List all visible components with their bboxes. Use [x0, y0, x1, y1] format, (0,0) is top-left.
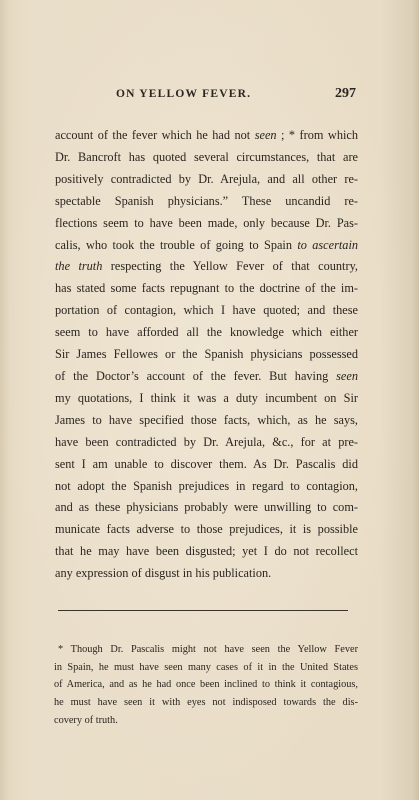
- text-line: Dr. Bancroft has quoted several circumstances, that are: [55, 149, 358, 164]
- page-number: 297: [335, 86, 356, 101]
- text-line: spectable Spanish physicians.” These uncandid re-: [55, 193, 358, 208]
- text-line: account of the fever which he had not seen ; * from which: [55, 128, 358, 142]
- running-head: ON YELLOW FEVER.: [116, 88, 252, 100]
- text-line: James to have specified those facts, which, as he says,: [55, 412, 358, 427]
- text-line: my quotations, I think it was a duty incumbent on Sir: [55, 390, 358, 405]
- text-line: has stated some facts repugnant to the doctrine of the im-: [55, 281, 358, 296]
- text-line: have been contradicted by Dr. Arejula, &c., for at pre-: [55, 434, 358, 449]
- footnote-line: * Though Dr. Pascalis might not have seen the Yellow Fever: [58, 644, 358, 655]
- text-line: calis, who took the trouble of going to Spain to ascertain: [55, 237, 359, 252]
- footnote-line: of America, and as he had once been inclined to think it contagious,: [54, 679, 358, 691]
- text-line: and as these physicians probably were unwilling to com-: [55, 500, 358, 515]
- body-text: [55, 125, 358, 585]
- text-line: portation of contagion, which I have quoted; and these: [55, 303, 358, 318]
- footnote: [54, 641, 358, 730]
- page-header: [60, 88, 360, 108]
- text-line: positively contradicted by Dr. Arejula, and all other re-: [55, 171, 358, 186]
- text-line: of the Doctor’s account of the fever. But having seen: [55, 368, 358, 383]
- text-line: municate facts adverse to those prejudices, it is possible: [55, 522, 358, 537]
- footnote-line: in Spain, he must have seen many cases of it in the United States: [54, 661, 358, 673]
- text-line: seem to have afforded all the knowledge which either: [55, 325, 358, 340]
- text-line: Sir James Fellowes or the Spanish physicians possessed: [55, 347, 358, 362]
- footnote-line: covery of truth.: [54, 714, 118, 726]
- text-line: sent I am unable to discover them. As Dr. Pascalis did: [55, 456, 358, 471]
- text-line: any expression of disgust in his publication.: [55, 566, 272, 581]
- text-line: the truth respecting the Yellow Fever of that country,: [55, 259, 358, 274]
- footnote-line: he must have seen it with eyes not indisposed towards the dis-: [54, 697, 358, 709]
- text-line: not adopt the Spanish prejudices in regard to contagion,: [55, 478, 358, 493]
- text-line: flections seem to have been made, only because Dr. Pas-: [55, 215, 358, 230]
- text-line: that he may have been disgusted; yet I do not recollect: [55, 544, 358, 559]
- footnote-divider: [58, 610, 348, 611]
